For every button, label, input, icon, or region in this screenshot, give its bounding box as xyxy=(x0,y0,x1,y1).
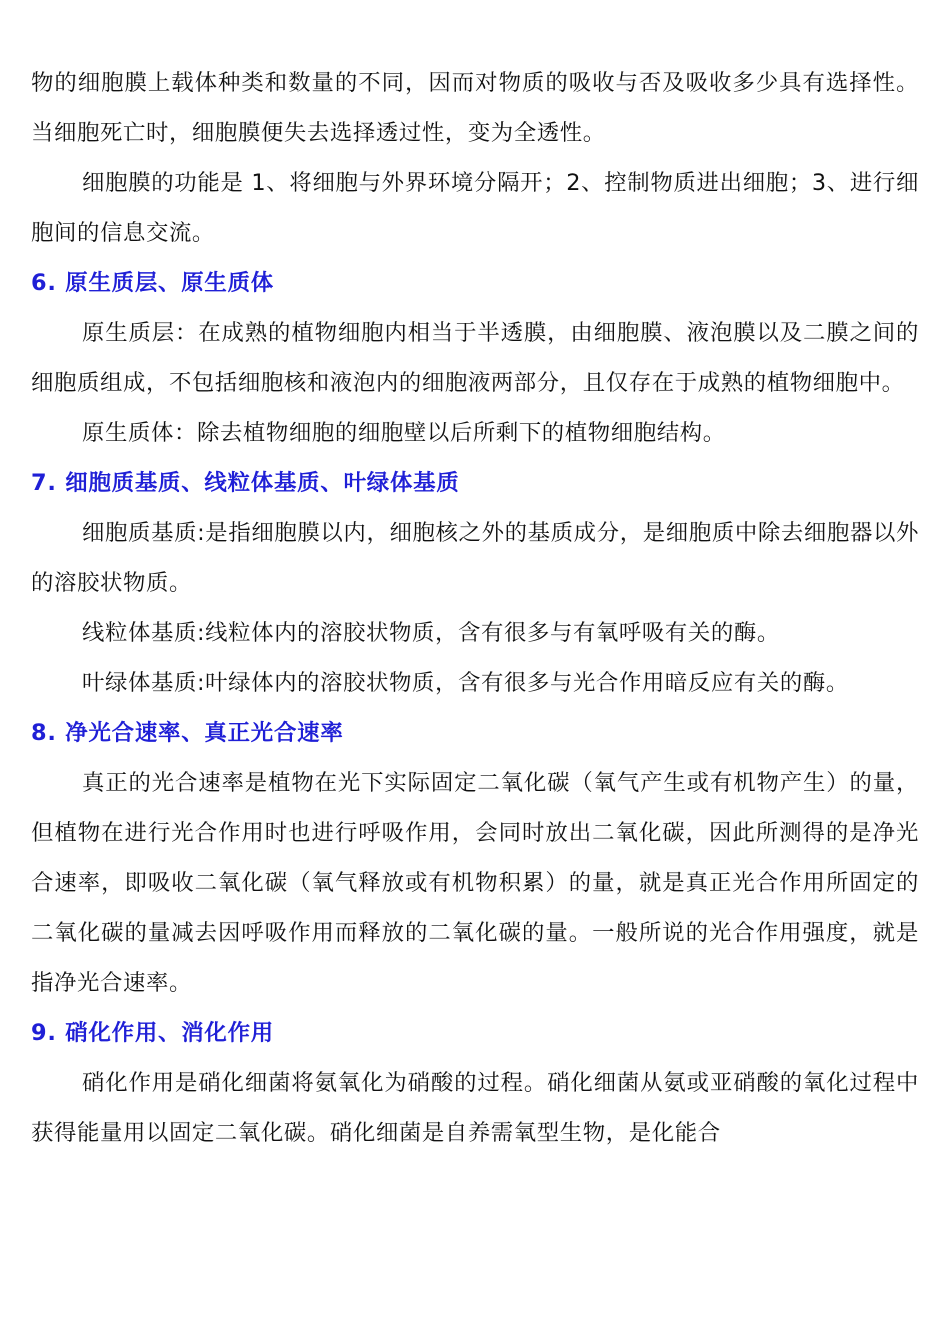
paragraph-chloroplast-stroma: 叶绿体基质:叶绿体内的溶胶状物质，含有很多与光合作用暗反应有关的酶。 xyxy=(82,670,849,696)
heading-section-8: 8. 净光合速率、真正光合速率 xyxy=(31,720,344,746)
paragraph-protoplast: 原生质体：除去植物细胞的细胞壁以后所剩下的植物细胞结构。 xyxy=(82,420,726,446)
paragraph-protoplasm-layer: 原生质层：在成熟的植物细胞内相当于半透膜，由细胞膜、液泡膜以及二膜之间的细胞质组成，不包括细胞核和液泡内的细胞液两部分，且仅存在于成熟的植物细胞中。 xyxy=(31,320,919,396)
paragraph-mitochondrial-matrix: 线粒体基质:线粒体内的溶胶状物质，含有很多与有氧呼吸有关的酶。 xyxy=(82,620,780,646)
heading-section-9: 9. 硝化作用、消化作用 xyxy=(31,1020,274,1046)
paragraph-membrane-functions: 细胞膜的功能是 1、将细胞与外界环境分隔开；2、控制物质进出细胞；3、进行细胞间的信息交流。 xyxy=(31,170,919,246)
paragraph-photosynthesis-rates: 真正的光合速率是植物在光下实际固定二氧化碳（氧气产生或有机物产生）的量，但植物在进行光合作用时也进行呼吸作用，会同时放出二氧化碳，因此所测得的是净光合速率，即吸收二氧化碳（氧气释放或有机物积累）的量，就是真正光合作用所固定的二氧化碳的量减去因呼吸作用而释放的二氧化碳的量。一般所说的光合作用强度，就是指净光合速率。 xyxy=(31,770,919,996)
paragraph-membrane-selectivity: 物的细胞膜上载体种类和数量的不同，因而对物质的吸收与否及吸收多少具有选择性。当细胞死亡时，细胞膜便失去选择透过性，变为全透性。 xyxy=(31,70,919,146)
heading-section-7: 7. 细胞质基质、线粒体基质、叶绿体基质 xyxy=(31,470,460,496)
paragraph-cytoplasmic-matrix: 细胞质基质:是指细胞膜以内，细胞核之外的基质成分，是细胞质中除去细胞器以外的溶胶状物质。 xyxy=(31,520,919,596)
document-page xyxy=(31,58,919,1158)
heading-section-6: 6. 原生质层、原生质体 xyxy=(31,270,274,296)
paragraph-nitrification: 硝化作用是硝化细菌将氨氧化为硝酸的过程。硝化细菌从氨或亚硝酸的氧化过程中获得能量用以固定二氧化碳。硝化细菌是自养需氧型生物，是化能合 xyxy=(31,1070,919,1146)
